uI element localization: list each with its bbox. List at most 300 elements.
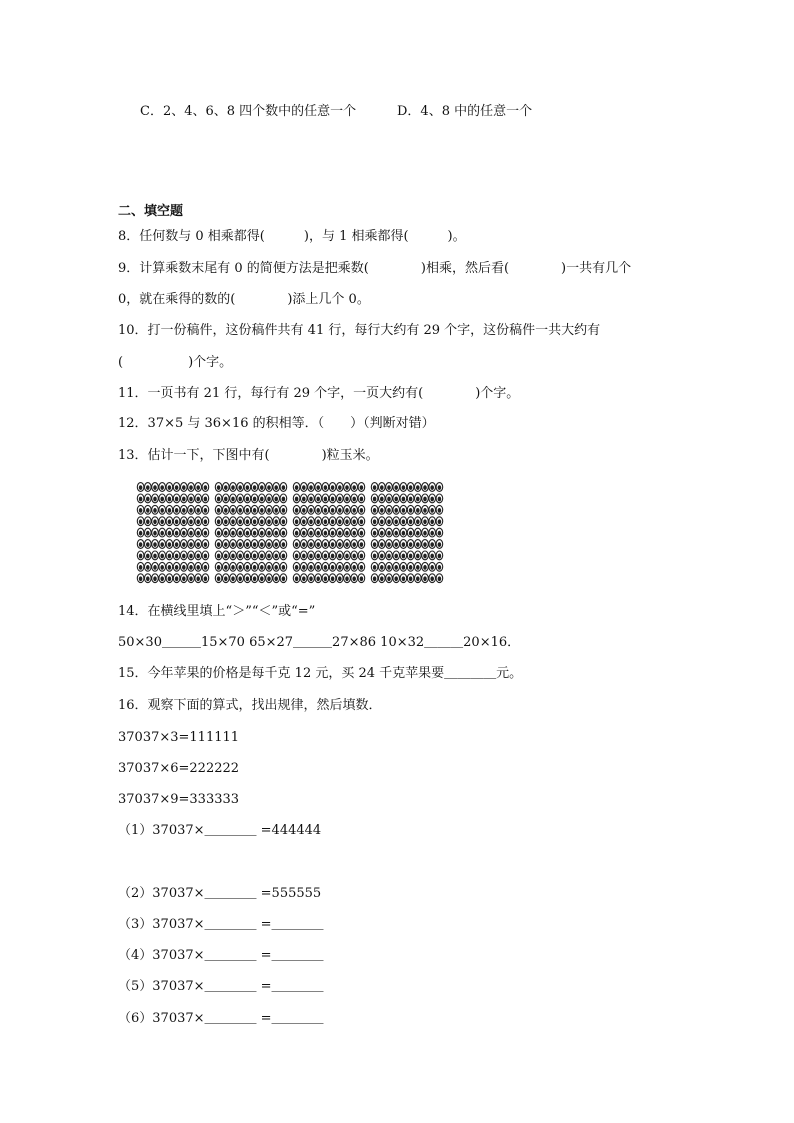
corn-kernel-icon — [393, 540, 400, 549]
corn-kernel-icon — [344, 562, 351, 571]
corn-kernel-icon — [337, 483, 344, 492]
corn-kernel-icon — [230, 517, 237, 526]
corn-kernel-icon — [337, 494, 344, 503]
corn-kernel-icon — [152, 517, 159, 526]
corn-kernel-icon — [386, 483, 393, 492]
corn-kernel-icon — [280, 505, 287, 514]
corn-kernel-icon — [301, 505, 308, 514]
corn-kernel-icon — [400, 528, 407, 537]
corn-kernel-icon — [308, 574, 315, 583]
corn-kernel-icon — [293, 494, 300, 503]
corn-kernel-icon — [415, 540, 422, 549]
corn-kernel-icon — [422, 540, 429, 549]
corn-kernel-icon — [429, 528, 436, 537]
corn-kernel-icon — [422, 483, 429, 492]
corn-kernel-icon — [152, 551, 159, 560]
corn-kernel-icon — [152, 540, 159, 549]
corn-kernel-icon — [230, 574, 237, 583]
corn-kernel-icon — [237, 505, 244, 514]
corn-kernel-icon — [237, 483, 244, 492]
sub-question-2: （2）37037×＿＿＿＿ =555555 — [118, 886, 322, 901]
corn-kernel-icon — [379, 483, 386, 492]
corn-kernel-icon — [293, 540, 300, 549]
corn-kernel-icon — [152, 494, 159, 503]
corn-kernel-icon — [415, 528, 422, 537]
corn-kernel-icon — [188, 562, 195, 571]
corn-kernel-icon — [188, 574, 195, 583]
corn-kernel-icon — [188, 494, 195, 503]
corn-kernel-icon — [223, 540, 230, 549]
corn-kernel-icon — [436, 505, 443, 514]
corn-kernel-icon — [293, 483, 300, 492]
corn-kernel-icon — [251, 494, 258, 503]
corn-kernel-icon — [223, 562, 230, 571]
corn-kernel-icon — [351, 517, 358, 526]
corn-kernel-icon — [280, 517, 287, 526]
corn-kernel-icon — [166, 551, 173, 560]
corn-kernel-icon — [436, 574, 443, 583]
corn-kernel-icon — [393, 494, 400, 503]
corn-kernel-icon — [400, 562, 407, 571]
corn-kernel-icon — [379, 540, 386, 549]
corn-kernel-icon — [173, 540, 180, 549]
corn-kernel-icon — [145, 505, 152, 514]
corn-kernel-icon — [329, 551, 336, 560]
corn-kernel-icon — [173, 494, 180, 503]
corn-kernel-icon — [344, 494, 351, 503]
corn-kernel-icon — [393, 574, 400, 583]
corn-kernel-icon — [259, 574, 266, 583]
corn-kernel-icon — [436, 551, 443, 560]
corn-kernel-icon — [173, 505, 180, 514]
corn-kernel-icon — [266, 574, 273, 583]
corn-kernel-icon — [344, 551, 351, 560]
corn-kernel-icon — [429, 540, 436, 549]
corn-kernel-icon — [137, 551, 144, 560]
corn-kernel-icon — [266, 494, 273, 503]
corn-kernel-icon — [308, 483, 315, 492]
corn-kernel-icon — [195, 517, 202, 526]
corn-kernel-icon — [329, 562, 336, 571]
corn-kernel-icon — [237, 562, 244, 571]
corn-kernel-icon — [429, 574, 436, 583]
corn-kernel-icon — [371, 562, 378, 571]
corn-kernel-icon — [415, 574, 422, 583]
corn-kernel-icon — [137, 528, 144, 537]
corn-kernel-icon — [215, 540, 222, 549]
corn-kernel-icon — [137, 562, 144, 571]
corn-kernel-icon — [215, 574, 222, 583]
corn-kernel-icon — [166, 562, 173, 571]
corn-kernel-icon — [407, 551, 414, 560]
corn-kernel-icon — [371, 574, 378, 583]
corn-kernel-icon — [371, 483, 378, 492]
corn-kernel-icon — [422, 517, 429, 526]
corn-kernel-icon — [166, 540, 173, 549]
corn-kernel-icon — [251, 483, 258, 492]
corn-kernel-icon — [407, 505, 414, 514]
corn-kernel-icon — [393, 483, 400, 492]
example-1: 37037×3=111111 — [118, 730, 240, 745]
corn-kernel-icon — [351, 483, 358, 492]
corn-kernel-icon — [137, 540, 144, 549]
corn-kernel-icon — [358, 562, 365, 571]
corn-kernel-icon — [344, 528, 351, 537]
corn-kernel-icon — [223, 505, 230, 514]
corn-kernel-icon — [358, 540, 365, 549]
corn-kernel-icon — [322, 562, 329, 571]
corn-kernel-icon — [400, 494, 407, 503]
corn-kernel-icon — [358, 505, 365, 514]
corn-kernel-icon — [301, 528, 308, 537]
corn-kernel-icon — [407, 494, 414, 503]
corn-kernel-icon — [181, 540, 188, 549]
corn-kernel-icon — [244, 517, 251, 526]
corn-kernel-icon — [400, 483, 407, 492]
corn-kernel-icon — [407, 528, 414, 537]
corn-kernel-icon — [315, 528, 322, 537]
corn-kernel-icon — [181, 505, 188, 514]
corn-kernel-icon — [173, 483, 180, 492]
corn-kernel-icon — [379, 551, 386, 560]
corn-kernel-icon — [308, 517, 315, 526]
corn-kernel-icon — [223, 574, 230, 583]
corn-kernel-icon — [400, 574, 407, 583]
corn-kernel-icon — [230, 505, 237, 514]
corn-kernel-icon — [259, 528, 266, 537]
corn-kernel-icon — [251, 562, 258, 571]
corn-kernel-icon — [422, 528, 429, 537]
corn-kernel-icon — [407, 517, 414, 526]
option-d: D．4、8 中的任意一个 — [397, 104, 533, 119]
corn-kernel-icon — [422, 494, 429, 503]
corn-kernel-icon — [329, 494, 336, 503]
corn-kernel-icon — [251, 551, 258, 560]
corn-kernel-icon — [371, 494, 378, 503]
corn-kernel-icon — [202, 562, 209, 571]
corn-kernel-icon — [293, 505, 300, 514]
corn-kernel-icon — [315, 574, 322, 583]
corn-kernel-icon — [344, 574, 351, 583]
corn-kernel-icon — [244, 528, 251, 537]
corn-kernel-icon — [400, 505, 407, 514]
corn-kernel-icon — [195, 494, 202, 503]
corn-kernel-icon — [215, 517, 222, 526]
corn-kernel-icon — [386, 528, 393, 537]
corn-kernel-icon — [386, 562, 393, 571]
corn-kernel-icon — [351, 505, 358, 514]
corn-kernel-icon — [202, 551, 209, 560]
corn-kernel-icon — [215, 494, 222, 503]
corn-kernel-icon — [315, 483, 322, 492]
corn-kernel-icon — [215, 562, 222, 571]
corn-kernel-icon — [188, 483, 195, 492]
corn-kernel-icon — [371, 505, 378, 514]
corn-kernel-icon — [415, 517, 422, 526]
corn-kernel-icon — [223, 483, 230, 492]
option-c: C．2、4、6、8 四个数中的任意一个 — [140, 104, 357, 119]
corn-kernel-icon — [195, 540, 202, 549]
corn-kernel-icon — [259, 517, 266, 526]
corn-kernel-icon — [436, 483, 443, 492]
corn-kernel-icon — [358, 483, 365, 492]
question-8: 8．任何数与 0 相乘都得( )，与 1 相乘都得( )。 — [118, 229, 466, 244]
corn-kernel-icon — [251, 574, 258, 583]
corn-kernel-icon — [337, 551, 344, 560]
corn-kernel-icon — [301, 551, 308, 560]
corn-kernel-icon — [145, 551, 152, 560]
corn-kernel-icon — [337, 517, 344, 526]
corn-kernel-icon — [329, 483, 336, 492]
corn-kernel-icon — [145, 540, 152, 549]
corn-kernel-icon — [195, 551, 202, 560]
corn-kernel-icon — [166, 574, 173, 583]
corn-kernel-icon — [181, 562, 188, 571]
corn-kernel-icon — [315, 551, 322, 560]
corn-kernel-icon — [322, 494, 329, 503]
corn-kernel-icon — [237, 517, 244, 526]
corn-kernel-icon — [230, 540, 237, 549]
corn-kernel-icon — [273, 483, 280, 492]
corn-kernel-icon — [379, 517, 386, 526]
corn-kernel-icon — [429, 483, 436, 492]
corn-kernel-icon — [386, 540, 393, 549]
sub-question-5: （5）37037×＿＿＿＿ =＿＿＿＿ — [118, 979, 324, 994]
corn-kernel-icon — [145, 483, 152, 492]
corn-kernel-icon — [273, 494, 280, 503]
corn-kernel-icon — [259, 540, 266, 549]
corn-kernel-icon — [315, 517, 322, 526]
example-2: 37037×6=222222 — [118, 761, 240, 776]
corn-kernel-icon — [407, 540, 414, 549]
corn-kernel-icon — [308, 540, 315, 549]
corn-kernel-icon — [202, 528, 209, 537]
corn-kernel-icon — [152, 505, 159, 514]
example-3: 37037×9=333333 — [118, 792, 240, 807]
corn-kernel-icon — [337, 540, 344, 549]
corn-kernel-icon — [259, 562, 266, 571]
corn-kernel-icon — [293, 574, 300, 583]
corn-kernel-icon — [379, 574, 386, 583]
corn-kernel-icon — [273, 540, 280, 549]
corn-kernel-icon — [379, 528, 386, 537]
corn-kernel-icon — [223, 494, 230, 503]
corn-kernel-icon — [266, 540, 273, 549]
corn-kernel-icon — [308, 528, 315, 537]
corn-kernel-icon — [422, 505, 429, 514]
corn-kernel-icon — [273, 574, 280, 583]
corn-kernel-icon — [152, 562, 159, 571]
corn-kernel-icon — [371, 517, 378, 526]
corn-kernel-icon — [301, 494, 308, 503]
question-13: 13．估计一下，下图中有( )粒玉米。 — [118, 448, 379, 463]
corn-kernel-icon — [280, 494, 287, 503]
corn-kernel-icon — [159, 574, 166, 583]
corn-kernel-icon — [322, 528, 329, 537]
corn-kernel-icon — [329, 528, 336, 537]
corn-kernel-icon — [251, 517, 258, 526]
corn-kernel-icon — [266, 551, 273, 560]
question-12: 12．37×5 与 36×16 的积相等．（ ）（判断对错） — [118, 416, 435, 431]
corn-kernel-icon — [329, 517, 336, 526]
corn-kernel-icon — [166, 517, 173, 526]
corn-kernel-icon — [159, 528, 166, 537]
corn-kernel-icon — [358, 494, 365, 503]
corn-kernel-icon — [266, 517, 273, 526]
corn-kernel-icon — [230, 551, 237, 560]
corn-kernel-icon — [244, 551, 251, 560]
corn-kernel-icon — [429, 551, 436, 560]
corn-kernel-icon — [202, 505, 209, 514]
corn-kernel-icon — [379, 494, 386, 503]
question-15: 15．今年苹果的价格是每千克 12 元，买 24 千克苹果要＿＿＿＿元。 — [118, 666, 523, 681]
corn-kernel-icon — [280, 540, 287, 549]
corn-kernel-icon — [386, 517, 393, 526]
corn-kernel-icon — [344, 517, 351, 526]
corn-kernel-icon — [145, 528, 152, 537]
corn-kernel-icon — [301, 483, 308, 492]
question-16-title: 16．观察下面的算式，找出规律，然后填数． — [118, 698, 382, 713]
corn-kernel-icon — [230, 528, 237, 537]
corn-kernel-icon — [145, 494, 152, 503]
corn-kernel-icon — [244, 483, 251, 492]
corn-kernel-grid — [133, 482, 448, 585]
corn-kernel-icon — [337, 574, 344, 583]
corn-kernel-icon — [293, 562, 300, 571]
corn-kernel-icon — [195, 528, 202, 537]
corn-kernel-icon — [322, 574, 329, 583]
corn-kernel-icon — [173, 574, 180, 583]
corn-kernel-icon — [415, 505, 422, 514]
corn-kernel-icon — [188, 540, 195, 549]
question-10-line-1: 10．打一份稿件，这份稿件共有 41 行，每行大约有 29 个字，这份稿件一共大约有 — [118, 323, 601, 338]
corn-kernel-icon — [181, 517, 188, 526]
corn-kernel-icon — [195, 505, 202, 514]
corn-kernel-icon — [344, 483, 351, 492]
corn-kernel-icon — [308, 505, 315, 514]
corn-kernel-icon — [315, 562, 322, 571]
corn-kernel-icon — [386, 505, 393, 514]
corn-kernel-icon — [371, 528, 378, 537]
corn-kernel-icon — [422, 562, 429, 571]
corn-kernel-icon — [329, 574, 336, 583]
corn-kernel-icon — [202, 540, 209, 549]
corn-kernel-icon — [293, 551, 300, 560]
corn-kernel-icon — [280, 483, 287, 492]
corn-kernel-icon — [351, 574, 358, 583]
corn-kernel-icon — [301, 574, 308, 583]
corn-kernel-icon — [259, 551, 266, 560]
corn-kernel-icon — [159, 540, 166, 549]
corn-kernel-icon — [280, 551, 287, 560]
corn-kernel-icon — [244, 505, 251, 514]
corn-kernel-icon — [251, 505, 258, 514]
corn-kernel-icon — [436, 540, 443, 549]
corn-kernel-icon — [386, 494, 393, 503]
corn-kernel-icon — [166, 505, 173, 514]
corn-kernel-icon — [202, 494, 209, 503]
corn-kernel-icon — [181, 551, 188, 560]
corn-kernel-icon — [137, 517, 144, 526]
corn-kernel-icon — [223, 551, 230, 560]
corn-kernel-icon — [244, 494, 251, 503]
corn-kernel-icon — [166, 483, 173, 492]
corn-kernel-icon — [308, 494, 315, 503]
corn-kernel-icon — [308, 551, 315, 560]
question-11: 11．一页书有 21 行，每行有 29 个字，一页大约有( )个字。 — [118, 386, 520, 401]
corn-kernel-icon — [202, 483, 209, 492]
corn-kernel-icon — [280, 574, 287, 583]
corn-kernel-icon — [400, 517, 407, 526]
corn-kernel-icon — [393, 562, 400, 571]
corn-kernel-icon — [215, 551, 222, 560]
corn-kernel-icon — [351, 528, 358, 537]
corn-kernel-icon — [152, 528, 159, 537]
corn-kernel-icon — [293, 517, 300, 526]
corn-kernel-icon — [322, 505, 329, 514]
corn-kernel-icon — [137, 494, 144, 503]
question-9-line-2: 0，就在乘得的数的( )添上几个 0。 — [118, 292, 370, 307]
corn-kernel-icon — [407, 483, 414, 492]
corn-kernel-icon — [429, 494, 436, 503]
corn-kernel-icon — [244, 574, 251, 583]
sub-question-6: （6）37037×＿＿＿＿ =＿＿＿＿ — [118, 1011, 324, 1026]
corn-kernel-icon — [188, 505, 195, 514]
corn-kernel-icon — [181, 483, 188, 492]
corn-kernel-icon — [280, 562, 287, 571]
corn-kernel-icon — [436, 517, 443, 526]
corn-kernel-icon — [308, 562, 315, 571]
corn-kernel-icon — [266, 505, 273, 514]
corn-kernel-icon — [301, 540, 308, 549]
corn-kernel-icon — [358, 574, 365, 583]
corn-kernel-icon — [429, 517, 436, 526]
corn-kernel-icon — [237, 551, 244, 560]
corn-kernel-icon — [337, 505, 344, 514]
corn-kernel-icon — [393, 517, 400, 526]
corn-kernel-icon — [351, 551, 358, 560]
corn-kernel-icon — [237, 494, 244, 503]
corn-kernel-icon — [137, 574, 144, 583]
corn-kernel-icon — [329, 540, 336, 549]
corn-kernel-icon — [237, 574, 244, 583]
corn-kernel-icon — [322, 517, 329, 526]
corn-kernel-icon — [393, 505, 400, 514]
corn-kernel-icon — [223, 528, 230, 537]
corn-kernel-icon — [244, 562, 251, 571]
corn-kernel-icon — [429, 562, 436, 571]
corn-kernel-icon — [422, 574, 429, 583]
corn-kernel-icon — [415, 562, 422, 571]
corn-kernel-icon — [173, 562, 180, 571]
question-14-line-1: 14．在横线里填上“＞”“＜”或“=” — [118, 604, 316, 619]
corn-kernel-icon — [173, 528, 180, 537]
corn-kernel-icon — [315, 494, 322, 503]
corn-kernel-icon — [215, 505, 222, 514]
corn-kernel-icon — [215, 483, 222, 492]
corn-kernel-icon — [358, 517, 365, 526]
corn-kernel-icon — [386, 574, 393, 583]
corn-kernel-icon — [173, 517, 180, 526]
corn-kernel-icon — [188, 551, 195, 560]
corn-kernel-icon — [188, 517, 195, 526]
corn-kernel-icon — [152, 574, 159, 583]
corn-kernel-icon — [195, 574, 202, 583]
corn-kernel-icon — [230, 483, 237, 492]
corn-kernel-icon — [173, 551, 180, 560]
corn-kernel-icon — [358, 528, 365, 537]
corn-kernel-icon — [223, 517, 230, 526]
